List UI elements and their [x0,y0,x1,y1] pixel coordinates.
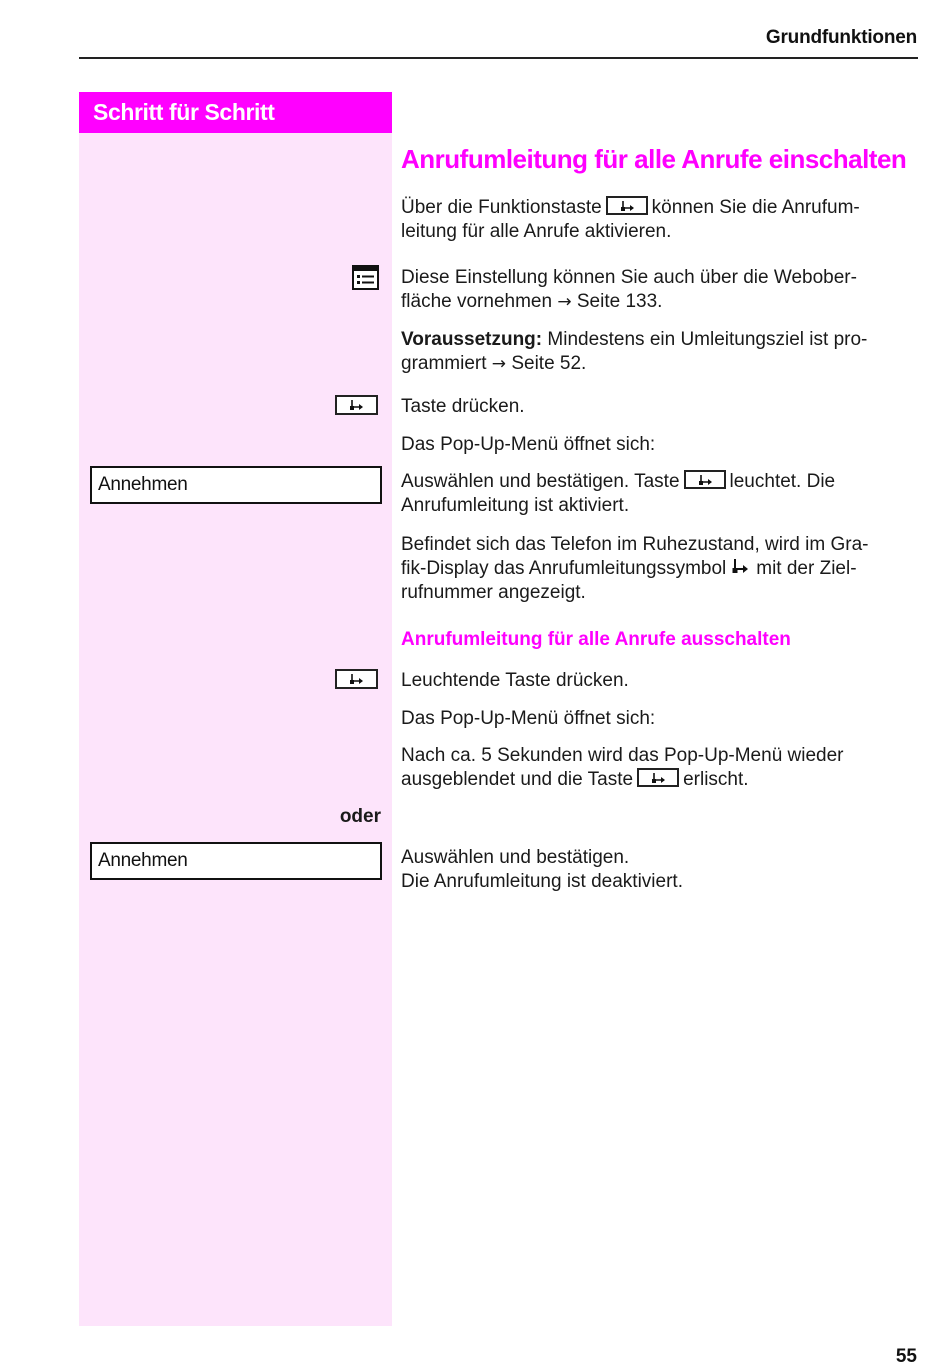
final-paragraph [401,846,921,894]
select-confirm-paragraph [401,470,921,518]
or-label: oder [339,806,381,827]
call-forward-key-icon [335,395,378,415]
step-press-key: Taste drücken. [401,396,525,417]
timeout-note-line2a: ausgeblendet und die Taste [401,769,634,790]
running-header: Grundfunktionen [765,27,917,48]
web-note-line1: Diese Einstellung können Sie auch über die Webober- [401,267,857,288]
final-line1: Auswählen und bestätigen. [401,847,630,868]
timeout-note-paragraph [401,744,921,792]
prerequisite-page-link[interactable]: Seite 52. [511,353,587,374]
page-number: 55 [895,1346,917,1367]
select-confirm-line2: Anrufumleitung ist aktiviert. [401,495,630,516]
call-forward-key-icon [684,470,726,489]
prerequisite-paragraph [401,328,921,376]
step-press-lit-key: Leuchtende Taste drücken. [401,670,629,691]
final-line2: Die Anrufumleitung ist deaktiviert. [401,871,683,892]
reference-arrow: → [557,292,572,312]
sidebar-title: Schritt für Schritt [79,92,392,133]
menu-option-annehmen[interactable]: Annehmen [90,466,382,504]
intro-text-line2: leitung für alle Anrufe aktivieren. [401,221,672,242]
timeout-note-line1: Nach ca. 5 Sekunden wird das Pop-Up-Menü wieder [401,745,844,766]
intro-text-b: können Sie die Anrufum- [651,197,860,218]
idle-note-line3: rufnummer angezeigt. [401,582,586,603]
idle-note-line2a: fik-Display das Anrufumleitungssymbol [401,558,727,579]
popup-opens-text-2: Das Pop-Up-Menü öffnet sich: [401,708,656,729]
select-confirm-a: Auswählen und bestätigen. Taste [401,471,680,492]
sidebar-column [79,92,392,1326]
prerequisite-line1: Mindestens ein Umleitungsziel ist pro- [547,329,868,350]
intro-text-a: Über die Funktionstaste [401,197,602,218]
web-note-line2a: fläche vornehmen [401,291,553,312]
idle-note-line2b: mit der Ziel- [756,558,857,579]
reference-arrow: → [491,354,507,374]
header-rule [79,57,918,59]
page-title: Anrufumleitung für alle Anrufe einschalten [401,144,907,174]
timeout-note-line2b: erlischt. [683,769,749,790]
prerequisite-line2a: grammiert [401,353,487,374]
call-forward-symbol-icon [730,557,752,577]
idle-note-line1: Befindet sich das Telefon im Ruhezustand, wird im Gra- [401,534,869,555]
web-note-page-link[interactable]: Seite 133. [576,291,663,312]
call-forward-key-icon [606,196,648,215]
web-interface-icon [352,265,379,290]
popup-opens-text: Das Pop-Up-Menü öffnet sich: [401,434,656,455]
web-note-paragraph [401,266,921,314]
section-subheading: Anrufumleitung für alle Anrufe ausschalten [401,629,791,650]
call-forward-key-icon [637,768,679,787]
prerequisite-label: Voraussetzung: [401,329,543,350]
intro-paragraph [401,196,921,244]
select-confirm-b: leuchtet. Die [729,471,836,492]
idle-note-paragraph [401,533,921,605]
call-forward-key-icon [335,669,378,689]
menu-option-annehmen-2[interactable]: Annehmen [90,842,382,880]
